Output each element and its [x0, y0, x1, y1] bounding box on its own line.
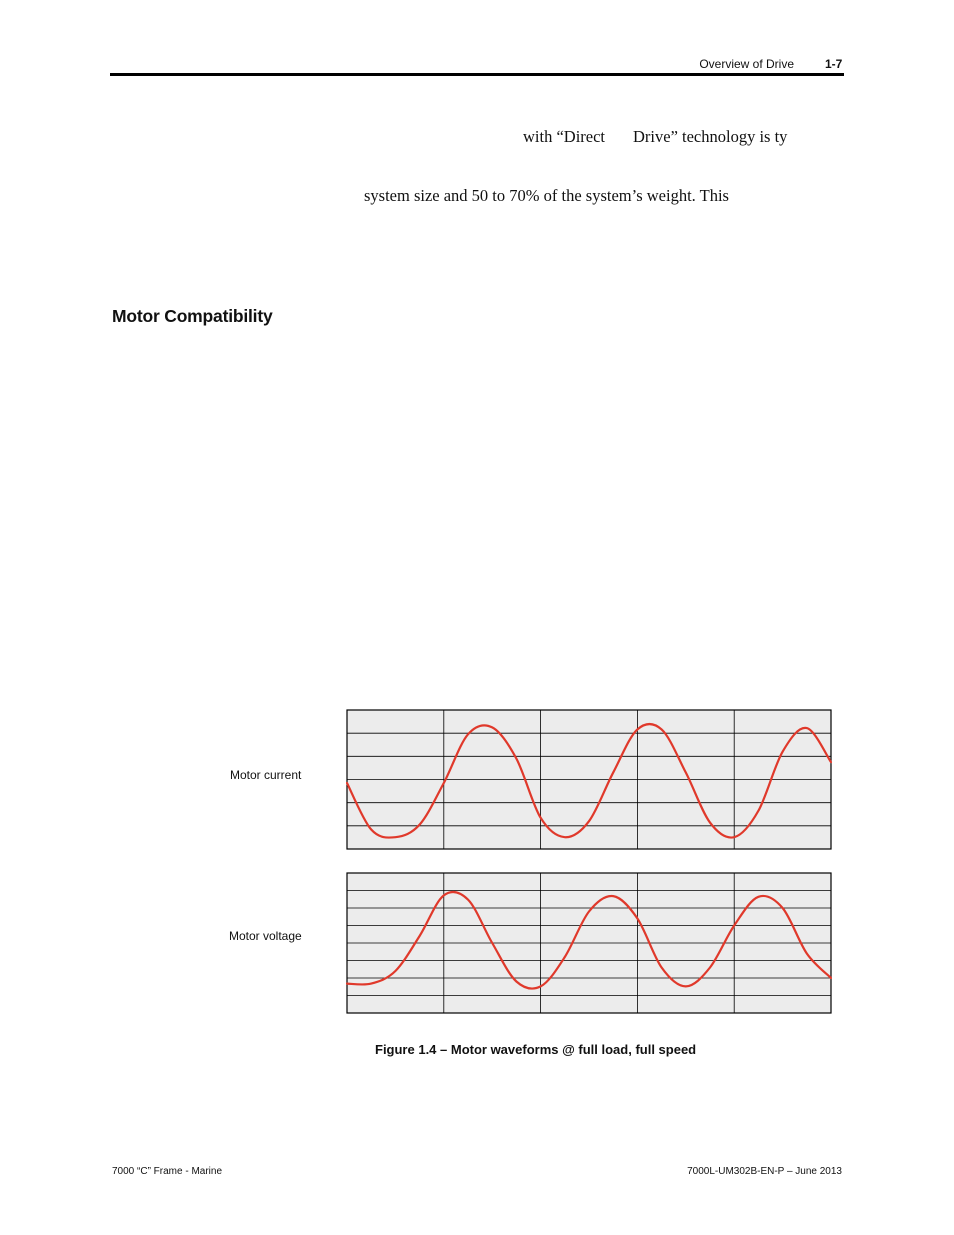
section-heading: Motor Compatibility: [112, 306, 273, 326]
motor-voltage-label: Motor voltage: [229, 929, 302, 943]
header-rule: [110, 73, 844, 76]
footer-right: 7000L-UM302B-EN-P – June 2013: [687, 1166, 842, 1177]
motor-voltage-chart: [346, 872, 832, 1014]
running-header-title: Overview of Drive: [699, 57, 794, 71]
motor-current-chart: [346, 709, 832, 850]
body-text-line1-b: Drive” technology is ty: [633, 127, 788, 146]
motor-current-plot: [346, 709, 832, 850]
body-text-line1-a: with “Direct: [523, 127, 606, 146]
motor-voltage-plot: [346, 872, 832, 1014]
footer-left: 7000 “C” Frame - Marine: [112, 1166, 223, 1177]
figure-caption: Figure 1.4 – Motor waveforms @ full load, full speed: [375, 1042, 697, 1057]
body-text-line2: system size and 50 to 70% of the system’s weight. This: [364, 186, 729, 205]
page-number: 1-7: [825, 57, 843, 71]
motor-current-label: Motor current: [230, 768, 302, 782]
